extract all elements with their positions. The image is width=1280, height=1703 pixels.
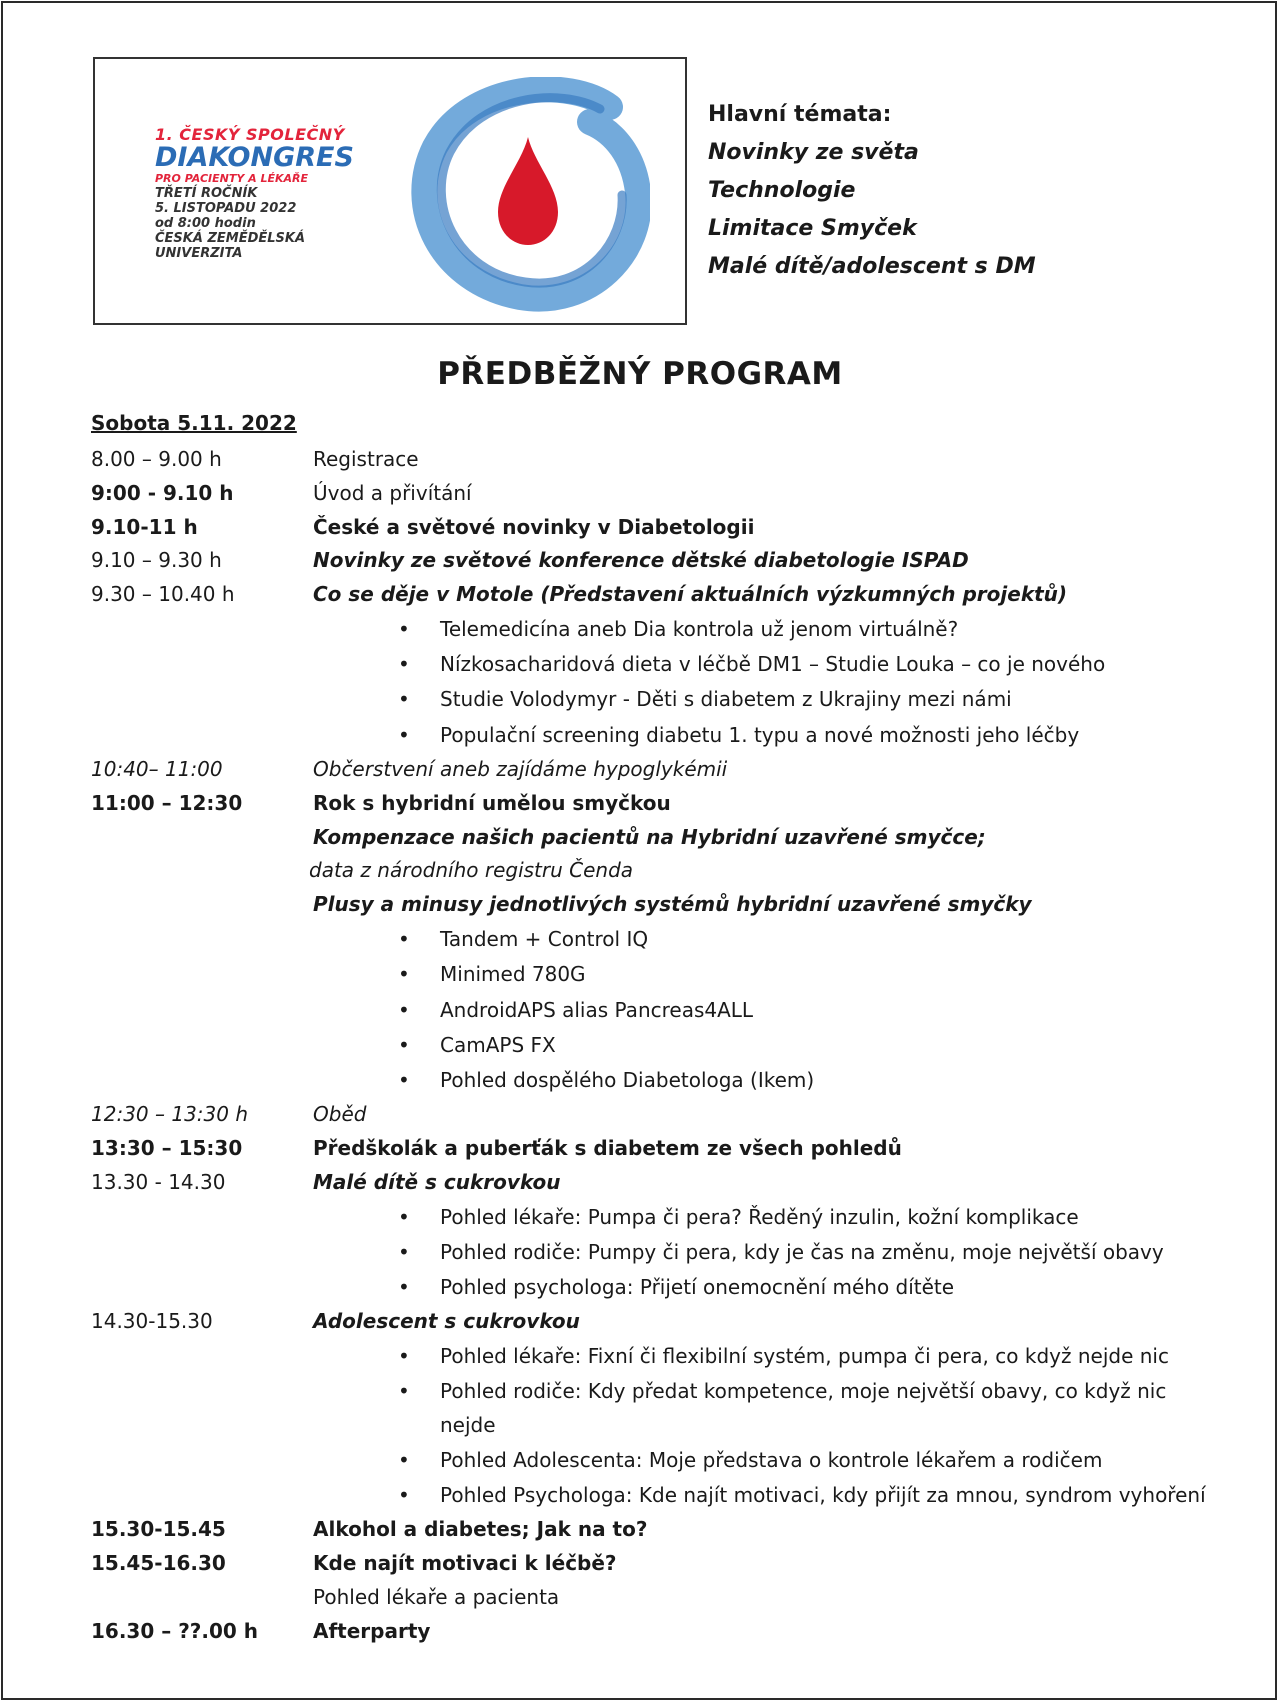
- topic-item: Malé dítě/adolescent s DM: [708, 254, 1036, 279]
- row-desc: Občerstvení aneb zajídáme hypoglykémii: [313, 757, 728, 781]
- row-time: 13:30 – 15:30: [91, 1136, 243, 1160]
- list-item-text: AndroidAPS alias Pancreas4ALL: [440, 998, 754, 1022]
- row-desc: Co se děje v Motole (Představení aktuálních výzkumných projektů): [313, 582, 1068, 606]
- row-time: 9.10-11 h: [91, 515, 198, 539]
- list-item-text: Pohled psychologa: Přijetí onemocnění mého dítěte: [440, 1275, 955, 1299]
- logo-line-5: 5. LISTOPADU 2022: [155, 201, 297, 216]
- logo-line-6: od 8:00 hodin: [155, 216, 256, 231]
- logo-line-7: ČESKÁ ZEMĚDĚLSKÁ: [155, 231, 306, 246]
- logo-line-1: 1. ČESKÝ SPOLEČNÝ: [155, 125, 345, 144]
- row-time: 9:00 - 9.10 h: [91, 481, 234, 505]
- list-item-text: Pohled dospělého Diabetologa (Ikem): [440, 1068, 815, 1092]
- list-item-text: Populační screening diabetu 1. typu a nové možnosti jeho léčby: [440, 723, 1080, 747]
- row-desc: Afterparty: [313, 1619, 431, 1643]
- row-desc: Úvod a přivítání: [313, 481, 472, 505]
- list-item-text: Pohled Psychologa: Kde najít motivaci, kdy přijít za mnou, syndrom vyhoření: [440, 1483, 1206, 1507]
- row-time: 15.45-16.30: [91, 1551, 226, 1575]
- row-desc: Kde najít motivaci k léčbě?: [313, 1551, 617, 1575]
- list-item-text: Pohled lékaře: Pumpa či pera? Ředěný inzulin, kožní komplikace: [440, 1205, 1079, 1229]
- row-time: 12:30 – 13:30 h: [91, 1102, 249, 1126]
- logo-text: [155, 125, 354, 261]
- row-desc: Registrace: [313, 447, 419, 471]
- page-title: PŘEDBĚŽNÝ PROGRAM: [437, 356, 843, 392]
- topic-item: Technologie: [708, 178, 856, 203]
- list-item-text: Pohled Adolescenta: Moje představa o kontrole lékařem a rodičem: [440, 1448, 1103, 1472]
- row-desc: České a světové novinky v Diabetologii: [313, 515, 755, 539]
- row-desc: data z národního registru Čenda: [309, 858, 634, 882]
- topic-item: Novinky ze světa: [708, 140, 919, 165]
- row-desc: Alkohol a diabetes; Jak na to?: [313, 1517, 648, 1541]
- row-time: 11:00 – 12:30: [91, 791, 243, 815]
- list-item-text: Nízkosacharidová dieta v léčbě DM1 – Studie Louka – co je nového: [440, 652, 1106, 676]
- list-item-text: Pohled rodiče: Pumpy či pera, kdy je čas na změnu, moje největší obavy: [440, 1240, 1164, 1264]
- row-time: 8.00 – 9.00 h: [91, 447, 222, 471]
- row-desc: Kompenzace našich pacientů na Hybridní uzavřené smyčce;: [313, 825, 986, 849]
- row-time: 10:40– 11:00: [91, 757, 223, 781]
- row-time: 9.10 – 9.30 h: [91, 548, 222, 572]
- row-desc: Pohled lékaře a pacienta: [313, 1585, 560, 1609]
- list-item-text: CamAPS FX: [440, 1033, 556, 1057]
- row-desc: Rok s hybridní umělou smyčkou: [313, 791, 671, 815]
- row-desc: Předškolák a puberťák s diabetem ze všech pohledů: [313, 1136, 902, 1160]
- topics-heading: Hlavní témata:: [708, 102, 892, 127]
- logo-line-2: DIAKONGRES: [155, 142, 354, 173]
- row-desc: Adolescent s cukrovkou: [313, 1309, 580, 1333]
- congress-logo: [93, 57, 687, 325]
- logo-line-4: TŘETÍ ROČNÍK: [155, 186, 258, 201]
- list-item-text: Pohled lékaře: Fixní či flexibilní systém, pumpa či pera, co když nejde nic: [440, 1344, 1169, 1368]
- list-item-continuation: nejde: [440, 1413, 496, 1437]
- row-desc: Oběd: [313, 1102, 367, 1126]
- row-desc: Plusy a minusy jednotlivých systémů hybridní uzavřené smyčky: [313, 892, 1032, 916]
- day-heading: Sobota 5.11. 2022: [91, 411, 297, 435]
- logo-line-8: UNIVERZITA: [155, 246, 243, 261]
- row-time: 16.30 – ??.00 h: [91, 1619, 259, 1643]
- logo-line-3: PRO PACIENTY A LÉKAŘE: [155, 172, 309, 185]
- list-item-text: Studie Volodymyr - Děti s diabetem z Ukrajiny mezi námi: [440, 687, 1012, 711]
- row-time: 14.30-15.30: [91, 1309, 213, 1333]
- blood-drop-circle-icon: [410, 77, 650, 313]
- row-time: 9.30 – 10.40 h: [91, 582, 235, 606]
- row-time: 15.30-15.45: [91, 1517, 226, 1541]
- row-time: 13.30 - 14.30: [91, 1170, 226, 1194]
- row-desc: Malé dítě s cukrovkou: [313, 1170, 561, 1194]
- list-item-text: Telemedicína aneb Dia kontrola už jenom virtuálně?: [440, 617, 959, 641]
- topic-item: Limitace Smyček: [708, 216, 917, 241]
- list-item-text: Pohled rodiče: Kdy předat kompetence, moje největší obavy, co když nic: [440, 1379, 1167, 1403]
- main-topics: [708, 96, 1036, 286]
- list-item-text: Minimed 780G: [440, 962, 586, 986]
- list-item-text: Tandem + Control IQ: [440, 927, 649, 951]
- row-desc: Novinky ze světové konference dětské diabetologie ISPAD: [313, 548, 969, 572]
